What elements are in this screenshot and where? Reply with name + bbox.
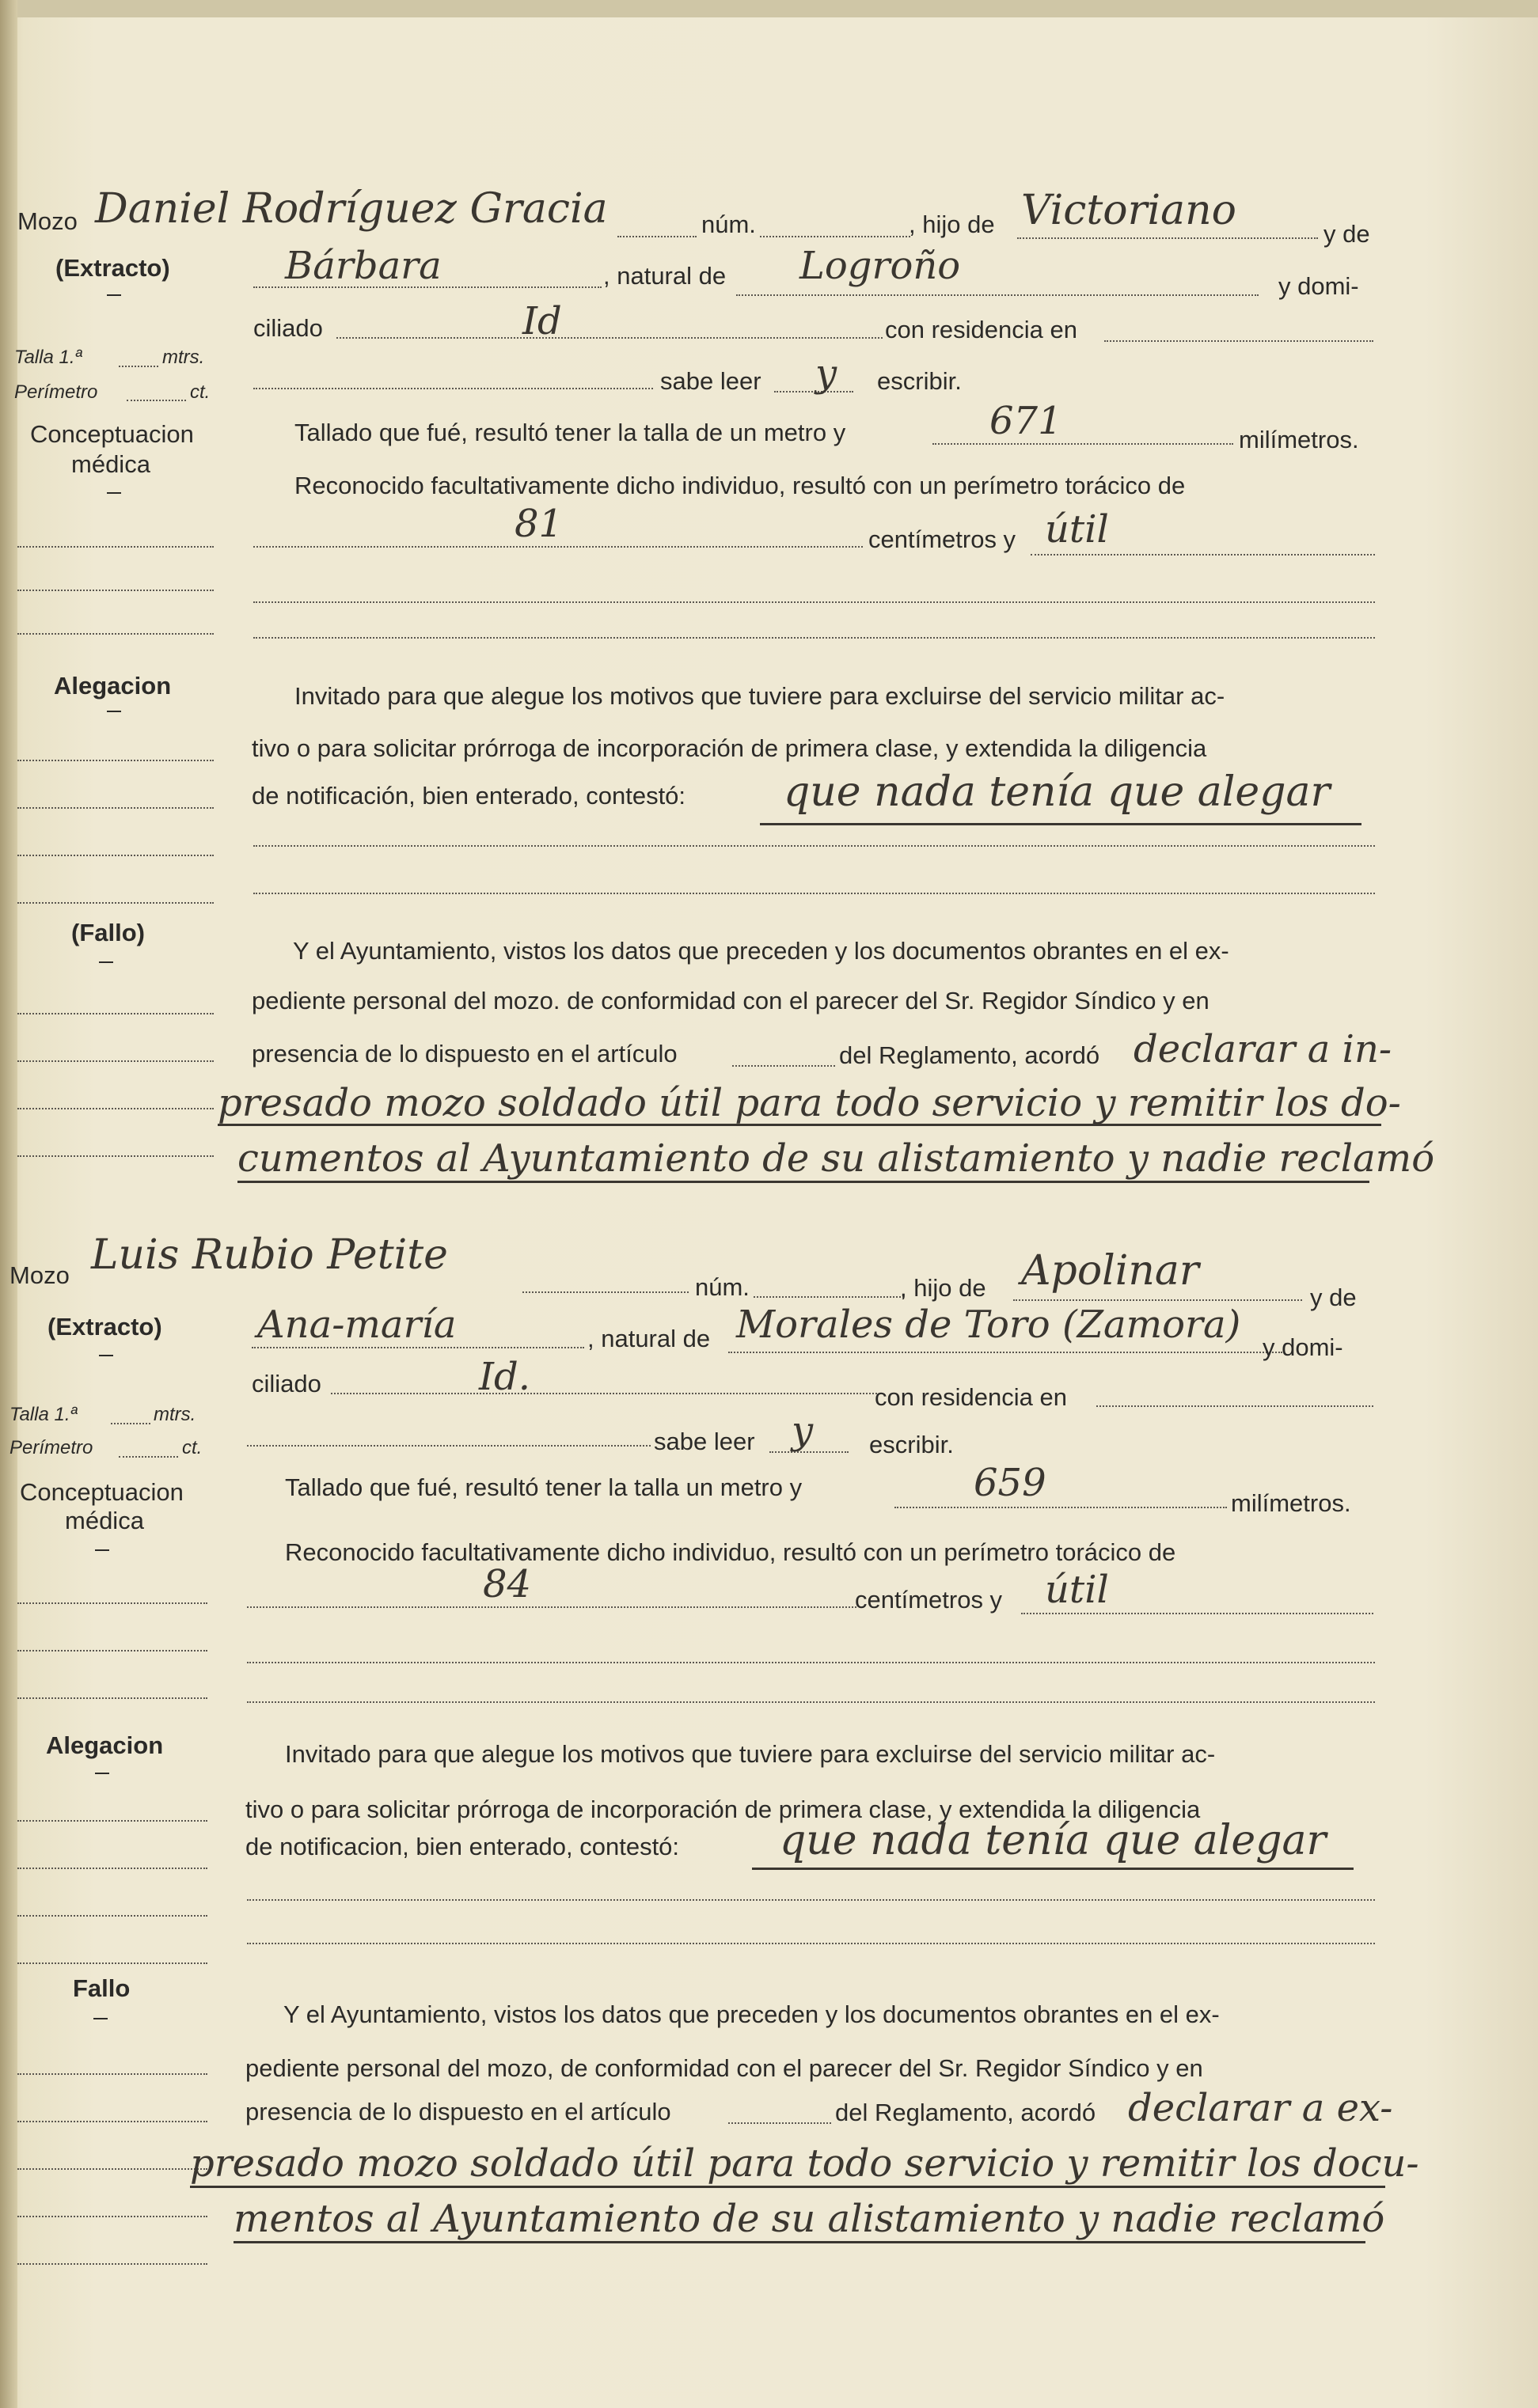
perimetro-value: 81 bbox=[515, 502, 564, 546]
talla-label: Talla 1.ª bbox=[9, 1404, 78, 1425]
domicile-value: Id. bbox=[479, 1355, 530, 1399]
talla-label: Talla 1.ª bbox=[14, 347, 82, 368]
ciliado-label: ciliado bbox=[253, 314, 323, 342]
y-domi-label: y domi- bbox=[1278, 272, 1359, 300]
decision-line-2: presado mozo soldado útil para todo servicio y remitir los docu- bbox=[190, 2141, 1419, 2186]
leer-mark: y bbox=[792, 1409, 814, 1453]
mother-name: Ana-maría bbox=[257, 1303, 457, 1347]
alegacion-line-1: Invitado para que alegue los motivos que tuviere para excluirse del servicio militar ac- bbox=[294, 682, 1225, 710]
fallo-line-1: Y el Ayuntamiento, vistos los datos que preceden y los documentos obrantes en el ex- bbox=[293, 937, 1229, 965]
num-label: núm. bbox=[695, 1273, 750, 1301]
alegacion-line-3: de notificacion, bien enterado, contestó: bbox=[245, 1833, 680, 1860]
talla-value: 671 bbox=[989, 399, 1062, 443]
perimetro-unit: ct. bbox=[190, 381, 211, 403]
decision-line-3: cumentos al Ayuntamiento de su alistamiento y nadie reclamó bbox=[237, 1136, 1435, 1181]
mozo-label: Mozo bbox=[9, 1261, 70, 1289]
fallo-line-3: presencia de lo dispuesto en el artículo bbox=[252, 1040, 678, 1067]
num-label: núm. bbox=[701, 210, 756, 238]
answer-text: que nada tenía que alegar bbox=[780, 1817, 1327, 1864]
natural-label: , natural de bbox=[587, 1325, 711, 1352]
alegacion-label: Alegacion bbox=[46, 1731, 164, 1759]
alegacion-line-1: Invitado para que alegue los motivos que tuviere para excluirse del servicio militar ac- bbox=[285, 1740, 1216, 1768]
mozo-name: Daniel Rodríguez Gracia bbox=[95, 185, 608, 233]
perimetro-unit: ct. bbox=[182, 1437, 203, 1458]
tallado-text: Tallado que fué, resultó tener la talla de un metro y bbox=[294, 419, 846, 446]
alegacion-line-3: de notificación, bien enterado, contestó: bbox=[252, 782, 686, 810]
perimetro-label: Perímetro bbox=[14, 381, 98, 403]
medica-label: médica bbox=[71, 450, 150, 478]
decision-line-3: mentos al Ayuntamiento de su alistamiento y nadie reclamó bbox=[234, 2197, 1385, 2241]
leer-mark: y bbox=[815, 351, 837, 396]
natural-label: , natural de bbox=[603, 262, 727, 290]
hijo-label: , hijo de bbox=[909, 210, 995, 238]
talla-value: 659 bbox=[974, 1461, 1046, 1505]
answer-text: que nada tenía que alegar bbox=[784, 768, 1331, 816]
fallo-line-3: presencia de lo dispuesto en el artículo bbox=[245, 2098, 671, 2125]
residencia-label: con residencia en bbox=[875, 1383, 1067, 1411]
centimetros-label: centímetros y bbox=[868, 525, 1016, 553]
reglamento-label: del Reglamento, acordó bbox=[839, 1041, 1100, 1069]
mozo-name: Luis Rubio Petite bbox=[91, 1231, 448, 1279]
talla-unit: mtrs. bbox=[154, 1404, 196, 1425]
ciliado-label: ciliado bbox=[252, 1370, 321, 1397]
residencia-label: con residencia en bbox=[885, 316, 1077, 343]
reglamento-label: del Reglamento, acordó bbox=[835, 2099, 1096, 2126]
tallado-text: Tallado que fué, resultó tener la talla un metro y bbox=[285, 1473, 803, 1501]
perimetro-value: 84 bbox=[483, 1562, 532, 1606]
mother-name: Bárbara bbox=[285, 244, 442, 288]
y-de-label: y de bbox=[1310, 1284, 1357, 1311]
conceptuacion-label: Conceptuacion bbox=[20, 1478, 184, 1506]
conceptuacion-label: Conceptuacion bbox=[30, 420, 194, 448]
fallo-label: (Fallo) bbox=[71, 919, 145, 946]
aptitude-value: útil bbox=[1045, 1568, 1109, 1612]
alegacion-line-2: tivo o para solicitar prórroga de incorporación de primera clase, y extendida la diligencia bbox=[245, 1796, 1201, 1823]
escribir-label: escribir. bbox=[877, 367, 962, 395]
hijo-label: , hijo de bbox=[900, 1274, 986, 1302]
domicile-value: Id bbox=[522, 299, 562, 343]
page-top-edge bbox=[0, 0, 1538, 17]
decision-line-1: declarar a ex- bbox=[1128, 2086, 1393, 2130]
decision-line-1: declarar a in- bbox=[1134, 1027, 1392, 1071]
fallo-line-1: Y el Ayuntamiento, vistos los datos que preceden y los documentos obrantes en el ex- bbox=[283, 2000, 1220, 2028]
reconocido-text: Reconocido facultativamente dicho individuo, resultó con un perímetro torácico de bbox=[285, 1538, 1176, 1566]
talla-unit: mtrs. bbox=[162, 347, 205, 368]
fallo-line-2: pediente personal del mozo. de conformidad con el parecer del Sr. Regidor Síndico y en bbox=[252, 987, 1210, 1014]
reconocido-text: Reconocido facultativamente dicho individuo, resultó con un perímetro torácico de bbox=[294, 472, 1186, 499]
perimetro-label: Perímetro bbox=[9, 1437, 93, 1458]
father-name: Apolinar bbox=[1021, 1247, 1199, 1295]
margin-dash bbox=[107, 294, 121, 296]
extracto-label: (Extracto) bbox=[55, 254, 170, 282]
milimetros-label: milímetros. bbox=[1239, 426, 1359, 453]
sabe-leer-label: sabe leer bbox=[654, 1428, 755, 1455]
father-name: Victoriano bbox=[1021, 187, 1236, 234]
extracto-label: (Extracto) bbox=[47, 1313, 162, 1341]
y-domi-label: y domi- bbox=[1263, 1333, 1343, 1361]
escribir-label: escribir. bbox=[869, 1431, 954, 1458]
alegacion-line-2: tivo o para solicitar prórroga de incorporación de primera clase, y extendida la diligencia bbox=[252, 734, 1207, 762]
alegacion-label: Alegacion bbox=[54, 672, 172, 700]
centimetros-label: centímetros y bbox=[855, 1586, 1003, 1614]
sabe-leer-label: sabe leer bbox=[660, 367, 761, 395]
milimetros-label: milímetros. bbox=[1231, 1489, 1351, 1517]
fallo-line-2: pediente personal del mozo, de conformidad con el parecer del Sr. Regidor Síndico y en bbox=[245, 2054, 1203, 2082]
natural-place: Logroño bbox=[799, 244, 961, 288]
natural-place: Morales de Toro (Zamora) bbox=[736, 1303, 1241, 1347]
fallo-label: Fallo bbox=[73, 1974, 131, 2002]
y-de-label: y de bbox=[1323, 220, 1370, 248]
mozo-label: Mozo bbox=[17, 207, 78, 235]
medica-label: médica bbox=[65, 1507, 144, 1534]
decision-line-2: presado mozo soldado útil para todo servicio y remitir los do- bbox=[218, 1081, 1401, 1125]
aptitude-value: útil bbox=[1045, 507, 1109, 552]
